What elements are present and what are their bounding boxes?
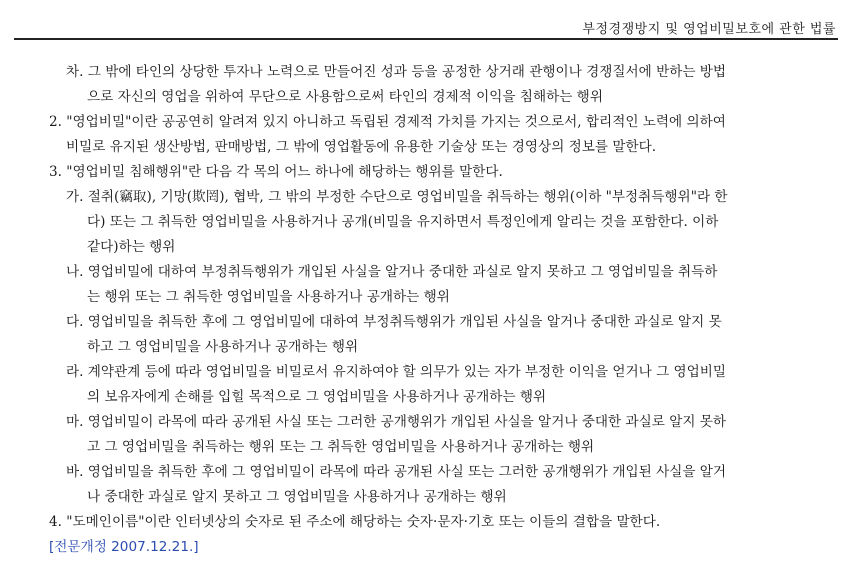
item-cha-line-1: 차. 그 밖에 타인의 상당한 투자나 노력으로 만들어진 성과 등을 공정한 상거래 관행이나 경쟁질서에 반하는 방법 xyxy=(66,64,727,80)
item-2-line-1: 2. "영업비밀"이란 공공연히 알려져 있지 아니하고 독립된 경제적 가치를 가지는 것으로서, 합리적인 노력에 의하여 xyxy=(49,114,726,130)
page-header xyxy=(14,8,838,40)
amendment-note[interactable]: [전문개정 2007.12.21.] xyxy=(49,539,199,555)
item-3-ma-line-2: 고 그 영업비밀을 취득하는 행위 또는 그 취득한 영업비밀을 사용하거나 공개하는 행위 xyxy=(87,439,595,455)
item-3-ma-line-1: 마. 영업비밀이 라목에 따라 공개된 사실 또는 그러한 공개행위가 개입된 사실을 알거나 중대한 과실로 알지 못하 xyxy=(66,414,727,430)
item-4: 4. "도메인이름"이란 인터넷상의 숫자로 된 주소에 해당하는 숫자·문자·기호 또는 이들의 결합을 말한다. xyxy=(49,514,661,530)
item-cha-line-2: 으로 자신의 영업을 위하여 무단으로 사용함으로써 타인의 경제적 이익을 침해하는 행위 xyxy=(87,89,603,105)
item-3-ra-line-2: 의 보유자에게 손해를 입힐 목적으로 그 영업비밀을 사용하거나 공개하는 행위 xyxy=(87,389,547,405)
item-3-ba-line-2: 나 중대한 과실로 알지 못하고 그 영업비밀을 사용하거나 공개하는 행위 xyxy=(87,489,507,505)
item-3-da-line-1: 다. 영업비밀을 취득한 후에 그 영업비밀에 대하여 부정취득행위가 개입된 사실을 알거나 중대한 과실로 알지 못 xyxy=(66,314,722,330)
item-3-na-line-1: 나. 영업비밀에 대하여 부정취득행위가 개입된 사실을 알거나 중대한 과실로 알지 못하고 그 영업비밀을 취득하 xyxy=(66,264,718,280)
item-3-na-line-2: 는 행위 또는 그 취득한 영업비밀을 사용하거나 공개하는 행위 xyxy=(87,289,450,305)
item-3-ra-line-1: 라. 계약관계 등에 따라 영업비밀을 비밀로서 유지하여야 할 의무가 있는 자가 부정한 이익을 얻거나 그 영업비밀 xyxy=(66,364,727,380)
item-2-line-2: 비밀로 유지된 생산방법, 판매방법, 그 밖에 영업활동에 유용한 기술상 또는 경영상의 정보를 말한다. xyxy=(66,139,657,155)
item-3-da-line-2: 하고 그 영업비밀을 사용하거나 공개하는 행위 xyxy=(87,339,359,355)
item-3-ga-line-3: 같다)하는 행위 xyxy=(87,239,176,255)
item-3-ga-line-2: 다) 또는 그 취득한 영업비밀을 사용하거나 공개(비밀을 유지하면서 특정인에게 알리는 것을 포함한다. 이하 xyxy=(87,214,719,230)
header-title: 부정경쟁방지 및 영업비밀보호에 관한 법률 xyxy=(582,22,836,37)
item-3-ba-line-1: 바. 영업비밀을 취득한 후에 그 영업비밀이 라목에 따라 공개된 사실 또는 그러한 공개행위가 개입된 사실을 알거 xyxy=(66,464,727,480)
item-3-ga-line-1: 가. 절취(竊取), 기망(欺罔), 협박, 그 밖의 부정한 수단으로 영업비밀을 취득하는 행위(이하 "부정취득행위"라 한 xyxy=(66,189,728,205)
item-3-intro: 3. "영업비밀 침해행위"란 다음 각 목의 어느 하나에 해당하는 행위를 말한다. xyxy=(49,164,503,180)
